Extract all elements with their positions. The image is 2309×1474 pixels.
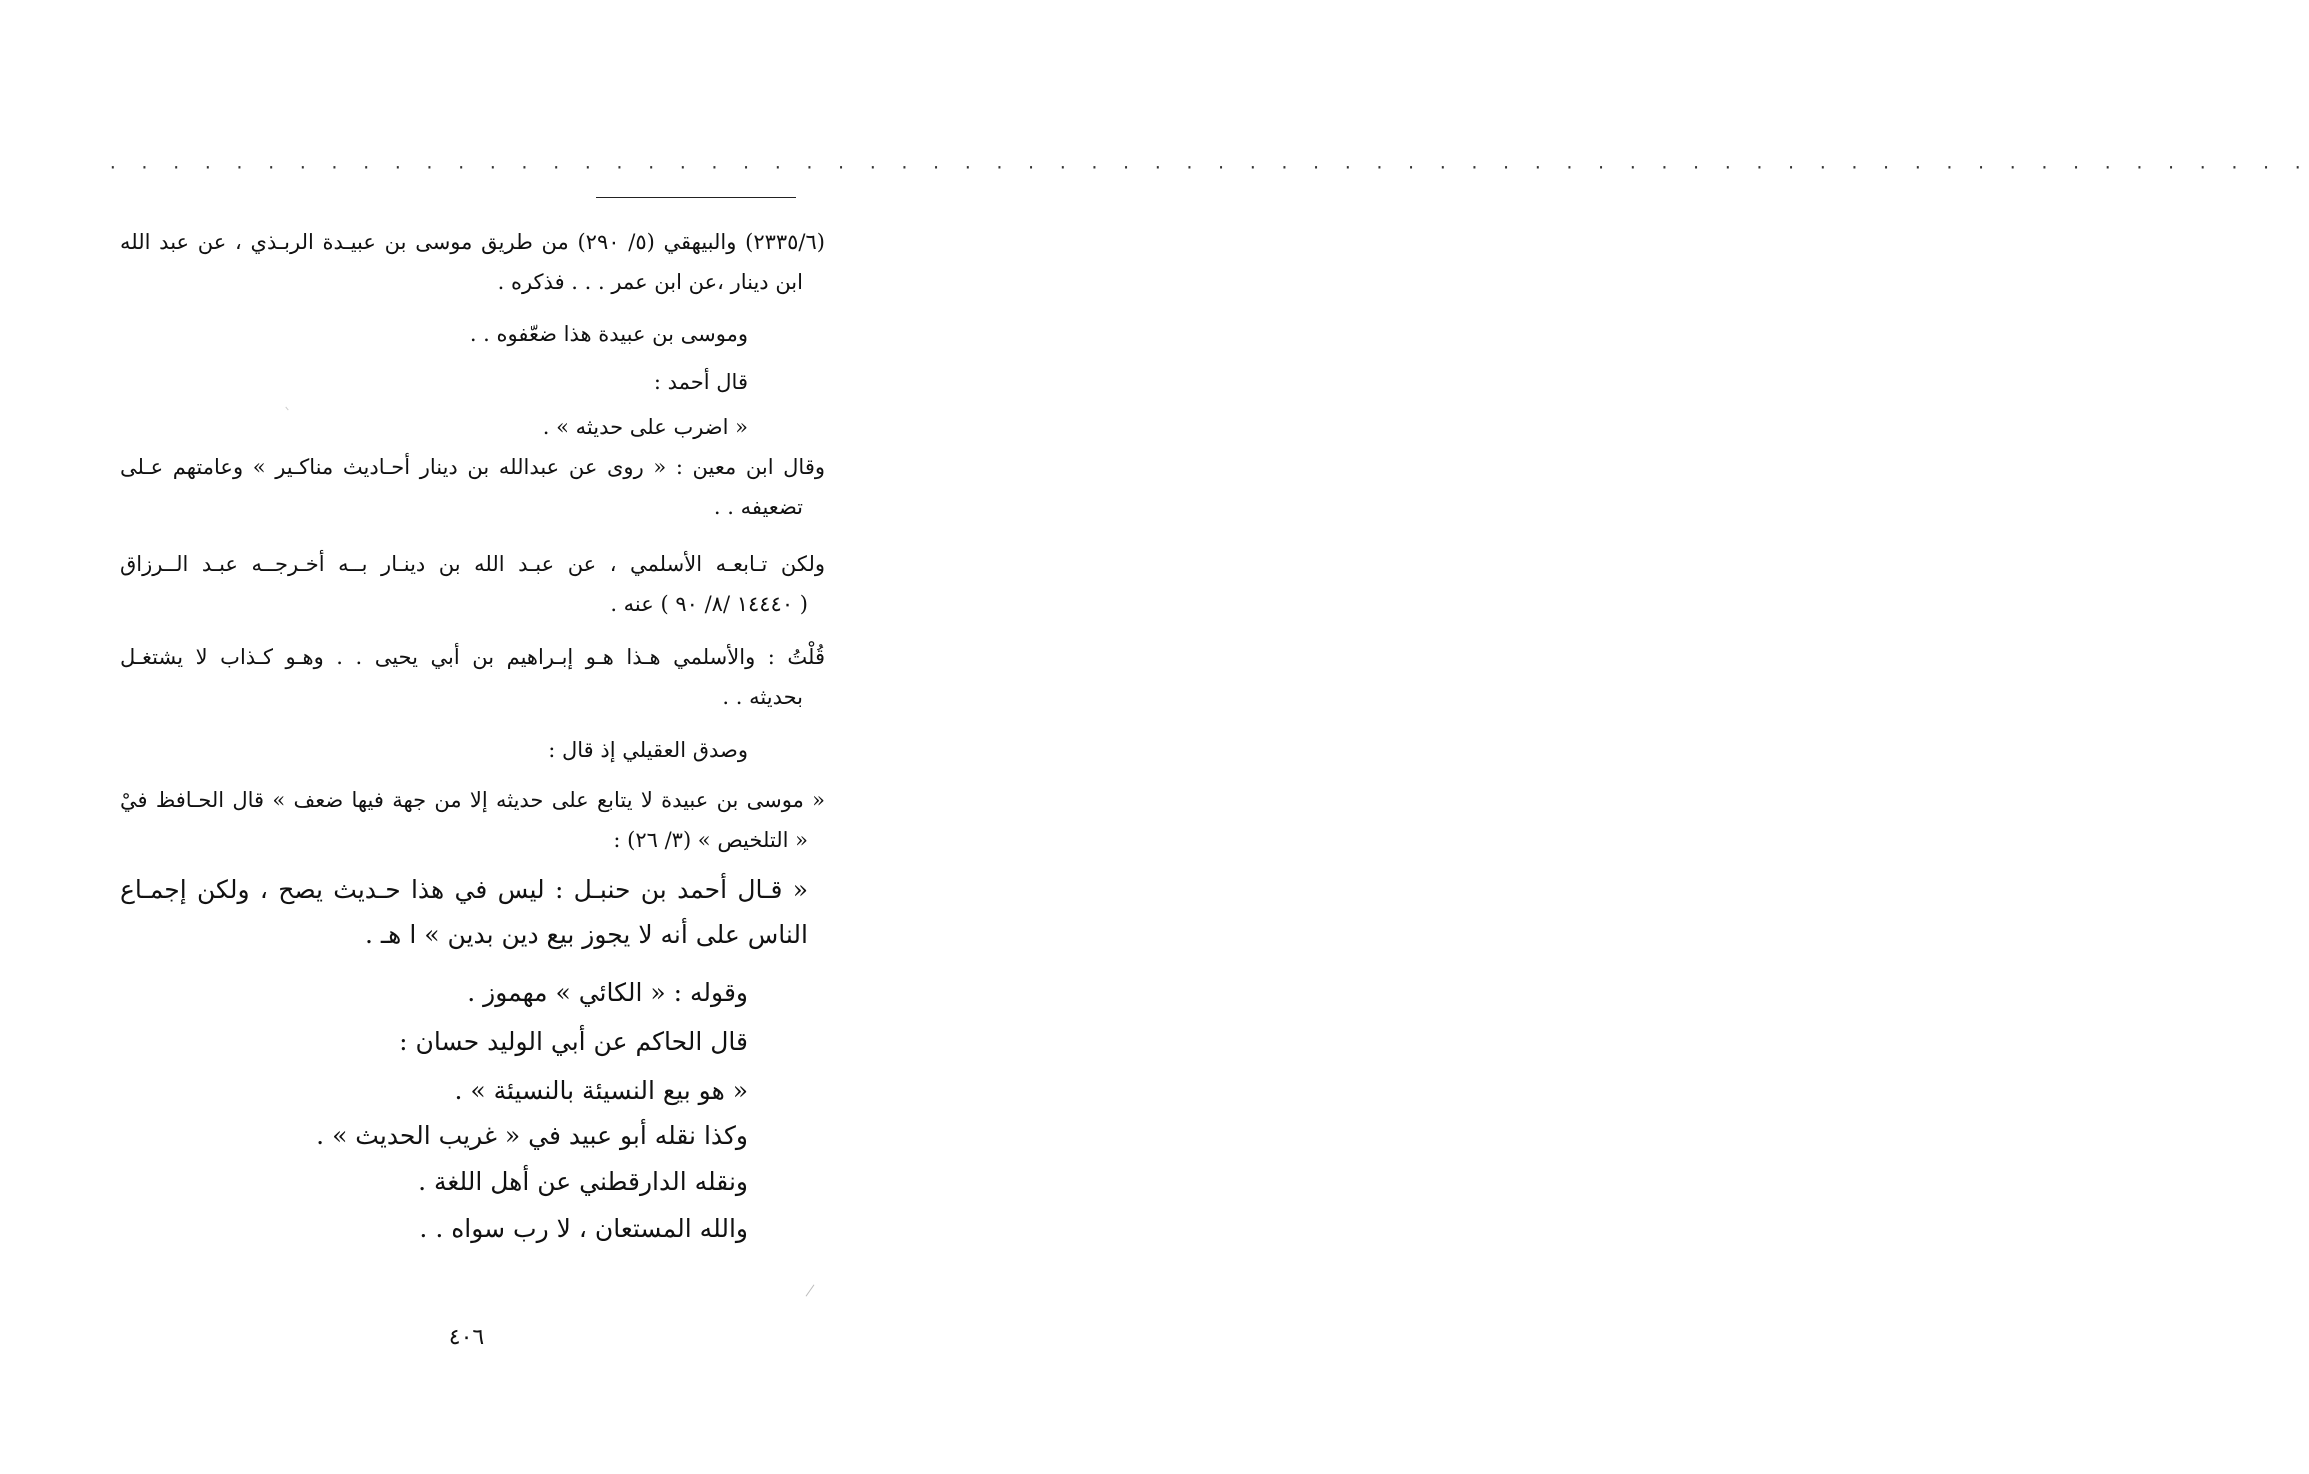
footnote-line-14: « التلخيص » (٣/ ٢٦) : — [613, 828, 808, 852]
main-line-3: وقوله : « الكائي » مهموز . — [467, 978, 748, 1007]
footnote-line-6: وقال ابن معين : « روى عن عبدالله بن دينار أحـاديث مناكـير » وعامتهم عـلى — [120, 455, 825, 479]
footnote-line-11: بحديثه . . — [722, 685, 803, 709]
scan-mark — [285, 407, 288, 411]
footnote-line-7: تضعيفه . . — [713, 495, 803, 519]
footnote-line-12: وصدق العقيلي إذ قال : — [548, 738, 748, 762]
scan-mark — [806, 1284, 815, 1296]
main-line-1: « قـال أحمد بن حنبـل : ليس في هذا حـديث يصح ، ولكن إجمـاع — [120, 875, 808, 904]
main-line-7: ونقله الدارقطني عن أهل اللغة . — [418, 1167, 748, 1196]
footnote-line-9: ( ١٤٤٤٠ /٨/ ٩٠ ) عنه . — [610, 592, 808, 616]
footnote-line-5: « اضرب على حديثه » . — [542, 415, 748, 439]
footnote-line-2: ابن دينار ،عن ابن عمر . . . فذكره . — [497, 270, 803, 294]
main-line-4: قال الحاكم عن أبي الوليد حسان : — [399, 1027, 748, 1056]
footnote-line-13: « موسى بن عبيدة لا يتابع على حديثه إلا من جهة فيها ضعف » قال الحـافظ فيْ — [120, 788, 825, 812]
footnote-line-1: (٢٣٣٥/٦) والبيهقي (٥/ ٢٩٠) من طريق موسى بن عبيـدة الربـذي ، عن عبد الله — [120, 230, 825, 254]
main-line-6: وكذا نقله أبو عبيد في « غريب الحديث » . — [316, 1121, 748, 1150]
footnote-rule — [596, 197, 796, 198]
page-number: ٤٠٦ — [448, 1325, 485, 1350]
footnote-line-10: قُلْتُ : والأسلمي هـذا هـو إبـراهيم بن أبي يحيى . . وهـو كـذاب لا يشتغـل — [120, 645, 825, 669]
footnote-line-3: وموسى بن عبيدة هذا ضعّفوه . . — [469, 322, 748, 346]
main-line-2: الناس على أنه لا يجوز بيع دين بدين » ا هـ . — [364, 920, 808, 949]
main-line-8: والله المستعان ، لا رب سواه . . — [419, 1214, 748, 1243]
footnote-line-8: ولكن تـابعـه الأسلمي ، عن عبـد الله بن دينـار بــه أخـرجــه عبـد الــرزاق — [120, 552, 825, 576]
dotted-separator: · · · · · · · · · · · · · · · · · · · · · · · · · · · · · · · · · · · · · · · · · · · · · · · · · · · · · · · · · · · · · · · · · · · · · · — [108, 158, 2309, 177]
footnote-line-4: قال أحمد : — [653, 370, 748, 394]
main-line-5: « هو بيع النسيئة بالنسيئة » . — [454, 1076, 748, 1105]
